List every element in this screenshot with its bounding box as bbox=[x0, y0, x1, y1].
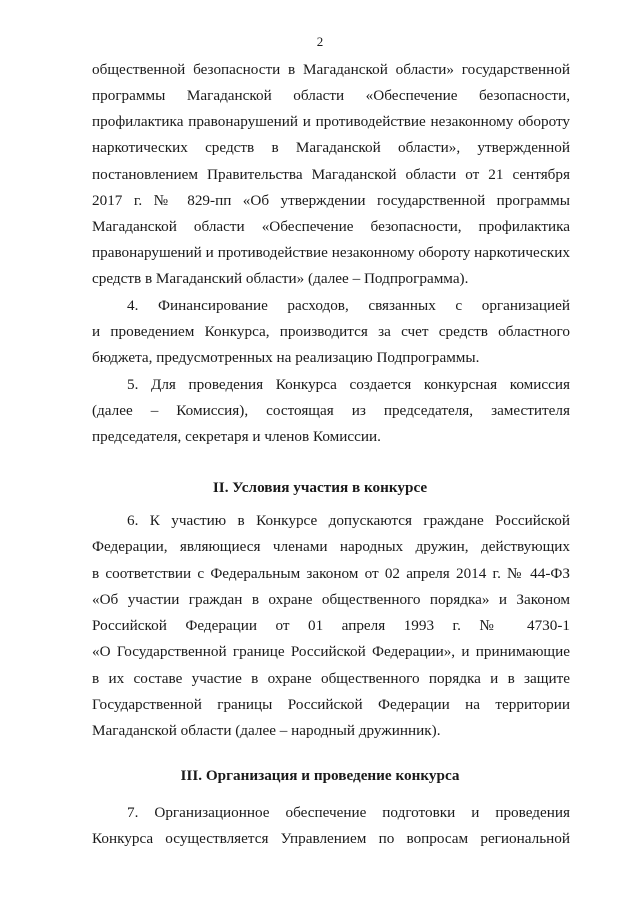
text-line: председателя, секретаря и членов Комиссии. bbox=[92, 428, 381, 445]
text-line: Магаданской области (далее – народный дружинник). bbox=[92, 722, 441, 739]
text-line: средств в Магаданский области» (далее – Подпрограмма). bbox=[92, 270, 469, 287]
text-line: «О Государственной границе Российской Федерации», и принимающие bbox=[92, 643, 570, 660]
text-line: 7. Организационное обеспечение подготовки и проведения bbox=[127, 804, 570, 821]
text-line: 4. Финансирование расходов, связанных с организацией bbox=[127, 297, 570, 314]
text-line: и проведением Конкурса, производится за счет средств областного bbox=[92, 323, 570, 340]
text-line: постановлением Правительства Магаданской области от 21 сентября bbox=[92, 166, 570, 183]
text-line: правонарушений и противодействие незаконному обороту наркотических bbox=[92, 244, 570, 261]
text-line: Федерации, являющиеся членами народных дружин, действующих bbox=[92, 538, 570, 555]
text-line: 5. Для проведения Конкурса создается конкурсная комиссия bbox=[127, 376, 570, 393]
text-line: 6. К участию в Конкурсе допускаются граждане Российской bbox=[127, 512, 570, 529]
text-line: Российской Федерации от 01 апреля 1993 г. № 4730-1 bbox=[92, 617, 570, 634]
text-line: Конкурса осуществляется Управлением по вопросам региональной bbox=[92, 830, 570, 847]
page-number: 2 bbox=[316, 34, 324, 49]
text-line: в их составе участие в охране общественного порядка и в защите bbox=[92, 670, 570, 687]
section-heading: III. Организация и проведение конкурса bbox=[180, 767, 460, 784]
text-line: «Об участии граждан в охране общественного порядка» и Законом bbox=[92, 591, 570, 608]
text-line: общественной безопасности в Магаданской области» государственной bbox=[92, 61, 570, 78]
text-line: 2017 г. № 829-пп «Об утверждении государственной программы bbox=[92, 192, 570, 209]
text-line: профилактика правонарушений и противодействие незаконному обороту bbox=[92, 113, 570, 130]
text-line: бюджета, предусмотренных на реализацию Подпрограммы. bbox=[92, 349, 480, 366]
text-line: программы Магаданской области «Обеспечение безопасности, bbox=[92, 87, 570, 104]
text-line: (далее – Комиссия), состоящая из председателя, заместителя bbox=[92, 402, 570, 419]
section-heading: II. Условия участия в конкурсе bbox=[212, 479, 428, 496]
text-line: Государственной границы Российской Федерации на территории bbox=[92, 696, 570, 713]
text-line: наркотических средств в Магаданской области», утвержденной bbox=[92, 139, 570, 156]
text-line: в соответствии с Федеральным законом от 02 апреля 2014 г. № 44-ФЗ bbox=[92, 565, 570, 582]
text-line: Магаданской области «Обеспечение безопасности, профилактика bbox=[92, 218, 570, 235]
